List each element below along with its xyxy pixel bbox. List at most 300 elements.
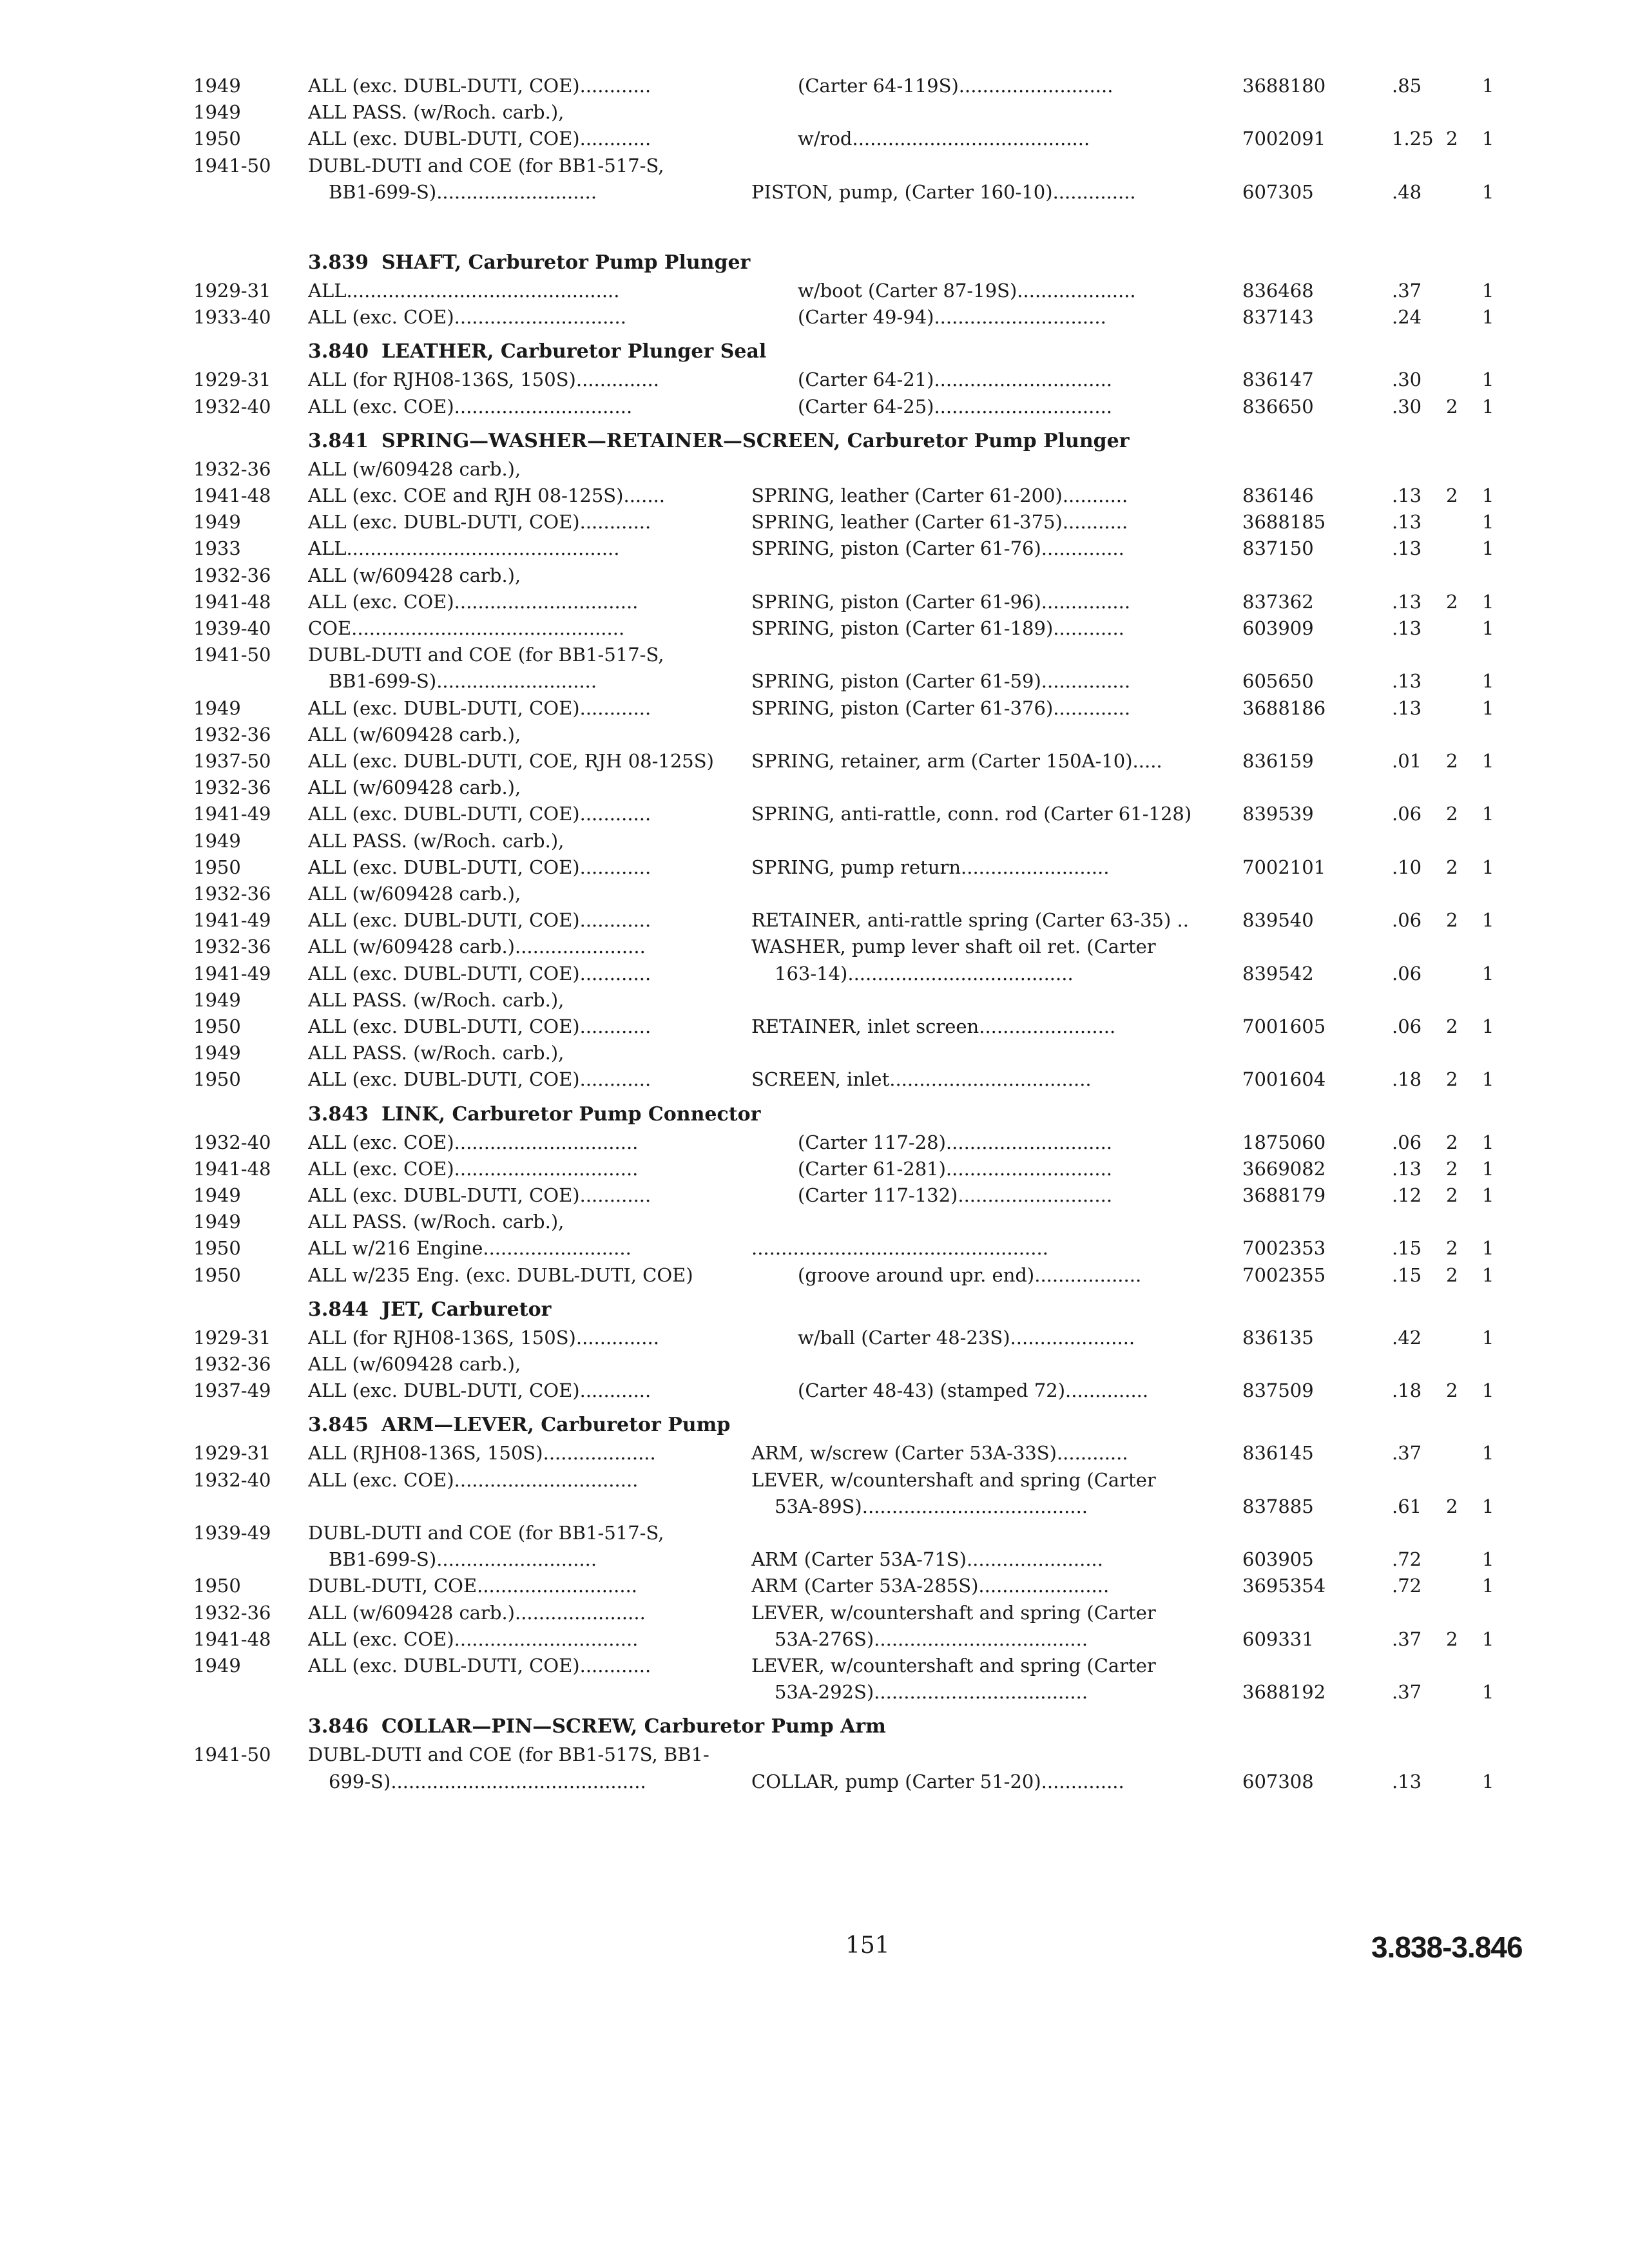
section-number: 3.843 [308,1102,369,1126]
price-cell: .24 [1392,306,1422,329]
list-item [0,482,1629,509]
unit-cell: 1 [1482,1015,1494,1037]
part-number-cell: 7001605 [1242,1015,1326,1037]
list-item [0,456,1629,483]
year-cell: 1939-49 [193,1522,271,1544]
unit-cell: 1 [1482,1237,1494,1260]
section-title: ARM—LEVER, Carburetor Pump [381,1414,731,1437]
unit-cell: 1 [1482,856,1494,878]
list-item [0,588,1629,615]
part-number-cell: 836135 [1242,1326,1314,1349]
section-title: LEATHER, Carburetor Plunger Seal [381,340,767,363]
list-item [0,1466,1629,1494]
price-cell: .01 [1392,750,1422,772]
list-item [0,880,1629,907]
year-cell: 1949 [193,75,241,97]
description-cell: RETAINER, anti-rattle spring (Carter 63-35) .. [751,909,1189,932]
year-cell: 1932-36 [193,1601,271,1624]
price-cell: .61 [1392,1495,1422,1517]
unit-cell: 1 [1482,750,1494,772]
description-cell: SPRING, leather (Carter 61-200)........... [751,485,1128,506]
description-cell: LEVER, w/countershaft and spring (Carter [751,1655,1156,1677]
price-cell: .18 [1392,1379,1422,1402]
unit-cell: 1 [1482,280,1494,302]
list-item [0,907,1629,934]
model-cell: ALL (exc. COE)............................... [308,1131,639,1153]
description-cell: PISTON, pump, (Carter 160-10).............. [751,180,1136,203]
list-item [0,668,1629,695]
model-cell: ALL (w/609428 carb.), [308,1353,521,1375]
description-cell: w/boot (Carter 87-19S).................... [798,280,1136,302]
description-cell: (Carter 117-132).......................... [798,1184,1113,1206]
list-item [0,1741,1629,1768]
description-cell: LEVER, w/countershaft and spring (Carter [751,1601,1156,1624]
year-cell: 1932-40 [193,395,271,418]
quantity-cell: 2 [1446,1628,1458,1650]
description-cell: 53A-276S).................................... [775,1628,1088,1650]
list-item [0,1155,1629,1182]
list-item [0,178,1629,206]
description-cell: (Carter 49-94)............................. [798,306,1106,329]
list-item [0,1546,1629,1573]
quantity-cell: 2 [1446,856,1458,878]
price-cell: .37 [1392,1681,1422,1704]
part-number-cell: 1875060 [1242,1131,1326,1153]
part-number-cell: 607305 [1242,180,1314,203]
year-cell: 1941-48 [193,590,271,613]
part-number-cell: 836650 [1242,395,1314,418]
quantity-cell: 2 [1446,1495,1458,1517]
part-number-cell: 839542 [1242,962,1314,985]
unit-cell: 1 [1482,537,1494,560]
model-cell: ALL.............................................. [308,280,620,302]
model-cell: ALL (exc. DUBL-DUTI, COE)............ [308,803,651,825]
year-cell: 1949 [193,1655,241,1677]
price-cell: .18 [1392,1068,1422,1091]
list-item [0,366,1629,393]
year-cell: 1941-50 [193,154,271,177]
price-cell: .06 [1392,803,1422,825]
year-cell: 1932-40 [193,1131,271,1153]
year-cell: 1929-31 [193,1326,271,1349]
model-cell: ALL (exc. DUBL-DUTI, COE)............ [308,697,651,719]
quantity-cell: 2 [1446,909,1458,932]
price-cell: .13 [1392,537,1422,560]
quantity-cell: 2 [1446,590,1458,613]
year-cell: 1949 [193,829,241,852]
part-number-cell: 3688192 [1242,1681,1326,1704]
section-number: 3.845 [308,1414,369,1437]
part-number-cell: 3688180 [1242,75,1326,97]
year-cell: 1929-31 [193,369,271,391]
quantity-cell: 2 [1446,1184,1458,1206]
price-cell: .13 [1392,590,1422,613]
list-item [0,1208,1629,1235]
price-cell: .15 [1392,1264,1422,1286]
part-number-cell: 837362 [1242,590,1314,613]
quantity-cell: 2 [1446,750,1458,772]
year-cell: 1932-36 [193,1353,271,1375]
price-cell: .13 [1392,1157,1422,1180]
year-cell: 1950 [193,1015,241,1037]
list-item [0,1439,1629,1466]
section-heading [308,1296,551,1324]
quantity-cell: 2 [1446,128,1458,150]
description-cell: 163-14)...................................... [775,962,1074,985]
description-cell: SPRING, piston (Carter 61-376)............. [751,697,1131,719]
unit-cell: 1 [1482,590,1494,613]
year-cell: 1929-31 [193,280,271,302]
list-item [0,933,1629,960]
year-cell: 1932-36 [193,883,271,905]
year-cell: 1941-49 [193,962,271,985]
section-number: 3.839 [308,251,369,274]
unit-cell: 1 [1482,1575,1494,1597]
list-item [0,152,1629,179]
model-cell: ALL (w/609428 carb.), [308,883,521,905]
model-cell: BB1-699-S)........................... [329,670,597,693]
model-cell: ALL (exc. DUBL-DUTI, COE)............ [308,128,651,150]
section-number: 3.846 [308,1715,369,1738]
model-cell: DUBL-DUTI and COE (for BB1-517-S, [308,154,664,177]
year-cell: 1939-40 [193,617,271,639]
part-number-cell: 839539 [1242,803,1314,825]
description-cell: SPRING, piston (Carter 61-96)............... [751,590,1131,613]
model-cell: ALL (exc. DUBL-DUTI, COE)............ [308,909,651,932]
year-cell: 1941-48 [193,1628,271,1650]
section-heading [308,1411,730,1439]
part-number-cell: 836468 [1242,280,1314,302]
year-cell: 1941-48 [193,1157,271,1180]
unit-cell: 1 [1482,395,1494,418]
price-cell: .85 [1392,75,1422,97]
part-number-cell: 605650 [1242,670,1314,693]
model-cell: ALL (w/609428 carb.)...................... [308,936,646,958]
part-number-cell: 603909 [1242,617,1314,639]
part-number-cell: 836159 [1242,750,1314,772]
part-number-cell: 839540 [1242,909,1314,932]
model-cell: ALL (exc. COE)............................... [308,1468,639,1491]
year-cell: 1949 [193,988,241,1011]
year-cell: 1949 [193,1042,241,1064]
section-number: 3.841 [308,429,369,452]
list-item [0,535,1629,562]
list-item [0,1652,1629,1679]
model-cell: ALL (exc. DUBL-DUTI, COE)............ [308,962,651,985]
model-cell: ALL (exc. COE)............................... [308,1157,639,1180]
model-cell: ALL (exc. COE and RJH 08-125S)....... [308,485,666,506]
list-item [0,1066,1629,1093]
year-cell: 1950 [193,1068,241,1091]
year-cell: 1949 [193,697,241,719]
list-item [0,1039,1629,1066]
price-cell: .13 [1392,670,1422,693]
model-cell: BB1-699-S)........................... [329,1548,597,1571]
model-cell: ALL (exc. DUBL-DUTI, COE)............ [308,511,651,533]
price-cell: .15 [1392,1237,1422,1260]
unit-cell: 1 [1482,1628,1494,1650]
unit-cell: 1 [1482,1548,1494,1571]
price-cell: .12 [1392,1184,1422,1206]
model-cell: ALL.............................................. [308,537,620,560]
unit-cell: 1 [1482,511,1494,533]
unit-cell: 1 [1482,670,1494,693]
section-number: 3.840 [308,340,369,363]
unit-cell: 1 [1482,1770,1494,1792]
price-cell: .13 [1392,485,1422,506]
model-cell: ALL PASS. (w/Roch. carb.), [308,829,564,852]
part-number-cell: 836146 [1242,485,1314,506]
price-cell: .37 [1392,1628,1422,1650]
model-cell: BB1-699-S)........................... [329,180,597,203]
year-cell: 1937-49 [193,1379,271,1402]
year-cell: 1941-50 [193,1744,271,1766]
quantity-cell: 2 [1446,1379,1458,1402]
description-cell: .................................................. [751,1237,1048,1260]
year-cell: 1929-31 [193,1442,271,1465]
model-cell: ALL (for RJH08-136S, 150S).............. [308,1326,659,1349]
description-cell: SPRING, retainer, arm (Carter 150A-10)..... [751,750,1162,772]
price-cell: .13 [1392,511,1422,533]
list-item [0,1235,1629,1262]
list-item [0,99,1629,126]
description-cell: ARM (Carter 53A-71S)....................... [751,1548,1103,1571]
unit-cell: 1 [1482,306,1494,329]
description-cell: (Carter 64-119S).......................... [798,75,1113,97]
list-item [0,1377,1629,1404]
model-cell: ALL (exc. DUBL-DUTI, COE)............ [308,1379,651,1402]
list-item [0,774,1629,801]
model-cell: ALL PASS. (w/Roch. carb.), [308,101,564,124]
description-cell: (Carter 117-28)............................ [798,1131,1113,1153]
year-cell: 1949 [193,101,241,124]
part-number-cell: 837509 [1242,1379,1314,1402]
list-item [0,72,1629,99]
description-cell: (Carter 64-21).............................. [798,369,1113,391]
section-heading [308,1100,760,1129]
list-item [0,1129,1629,1156]
model-cell: ALL (w/609428 carb.), [308,723,521,745]
model-cell: DUBL-DUTI, COE........................... [308,1575,638,1597]
part-number-cell: 836145 [1242,1442,1314,1465]
unit-cell: 1 [1482,1379,1494,1402]
year-cell: 1949 [193,1211,241,1233]
unit-cell: 1 [1482,369,1494,391]
model-cell: 699-S)........................................... [329,1770,646,1792]
section-title: SPRING—WASHER—RETAINER—SCREEN, Carburetor Pump Plunger [381,429,1130,452]
model-cell: ALL (w/609428 carb.)...................... [308,1601,646,1624]
section-title: LINK, Carburetor Pump Connector [381,1102,761,1126]
part-number-cell: 3688186 [1242,697,1326,719]
list-item [0,277,1629,304]
model-cell: ALL PASS. (w/Roch. carb.), [308,988,564,1011]
model-cell: ALL (exc. COE)............................. [308,306,626,329]
quantity-cell: 2 [1446,1237,1458,1260]
list-item [0,125,1629,152]
unit-cell: 1 [1482,1068,1494,1091]
list-item [0,695,1629,722]
model-cell: ALL (exc. DUBL-DUTI, COE)............ [308,1655,651,1677]
price-cell: .37 [1392,280,1422,302]
model-cell: ALL (w/609428 carb.), [308,457,521,480]
price-cell: .06 [1392,909,1422,932]
list-item [0,800,1629,827]
section-title: SHAFT, Carburetor Pump Plunger [381,251,751,274]
model-cell: ALL (exc. DUBL-DUTI, COE)............ [308,1184,651,1206]
description-cell: (Carter 64-25).............................. [798,395,1113,418]
unit-cell: 1 [1482,485,1494,506]
price-cell: .30 [1392,369,1422,391]
unit-cell: 1 [1482,1157,1494,1180]
list-item [0,1262,1629,1289]
year-cell: 1941-49 [193,803,271,825]
section-heading [308,1713,886,1741]
quantity-cell: 2 [1446,803,1458,825]
description-cell: SPRING, piston (Carter 61-76).............. [751,537,1124,560]
part-number-cell: 7001604 [1242,1068,1326,1091]
year-cell: 1932-36 [193,776,271,799]
list-item [0,721,1629,748]
year-cell: 1950 [193,1575,241,1597]
section-heading [308,249,750,277]
description-cell: SPRING, anti-rattle, conn. rod (Carter 61-128) [751,803,1192,825]
model-cell: ALL (exc. DUBL-DUTI, COE)............ [308,75,651,97]
list-item [0,1678,1629,1706]
year-cell: 1932-36 [193,723,271,745]
model-cell: ALL (RJH08-136S, 150S)................... [308,1442,656,1465]
price-cell: .48 [1392,180,1422,203]
model-cell: ALL (exc. COE).............................. [308,395,633,418]
description-cell: COLLAR, pump (Carter 51-20).............. [751,1770,1124,1792]
quantity-cell: 2 [1446,1157,1458,1180]
section-heading [308,427,1130,456]
unit-cell: 1 [1482,1442,1494,1465]
description-cell: (Carter 48-43) (stamped 72).............. [798,1379,1149,1402]
model-cell: ALL (exc. DUBL-DUTI, COE)............ [308,1015,651,1037]
quantity-cell: 2 [1446,1264,1458,1286]
unit-cell: 1 [1482,75,1494,97]
description-cell: WASHER, pump lever shaft oil ret. (Carter [751,936,1156,958]
quantity-cell: 2 [1446,395,1458,418]
quantity-cell: 2 [1446,485,1458,506]
unit-cell: 1 [1482,180,1494,203]
unit-cell: 1 [1482,128,1494,150]
description-cell: LEVER, w/countershaft and spring (Carter [751,1468,1156,1491]
price-cell: .10 [1392,856,1422,878]
page-number: 151 [845,1932,890,1959]
list-item [0,827,1629,854]
model-cell: DUBL-DUTI and COE (for BB1-517-S, [308,644,664,666]
model-cell: ALL (for RJH08-136S, 150S).............. [308,369,659,391]
part-number-cell: 603905 [1242,1548,1314,1571]
price-cell: .37 [1392,1442,1422,1465]
year-cell: 1932-36 [193,936,271,958]
description-cell: 53A-89S)...................................... [775,1495,1088,1517]
list-item [0,1493,1629,1520]
list-item [0,1768,1629,1795]
price-cell: .06 [1392,962,1422,985]
year-cell: 1933-40 [193,306,271,329]
price-cell: .06 [1392,1131,1422,1153]
section-title: JET, Carburetor [381,1298,552,1321]
list-item [0,747,1629,774]
description-cell: 53A-292S).................................... [775,1681,1088,1704]
unit-cell: 1 [1482,1184,1494,1206]
description-cell: w/ball (Carter 48-23S)..................... [798,1326,1135,1349]
model-cell: ALL (exc. COE)............................... [308,1628,639,1650]
model-cell: DUBL-DUTI and COE (for BB1-517S, BB1- [308,1744,709,1766]
list-item [0,1626,1629,1653]
price-cell: .72 [1392,1548,1422,1571]
model-cell: ALL (exc. DUBL-DUTI, COE)............ [308,1068,651,1091]
list-item [0,854,1629,881]
part-number-cell: 836147 [1242,369,1314,391]
year-cell: 1941-50 [193,644,271,666]
unit-cell: 1 [1482,803,1494,825]
model-cell: ALL (exc. DUBL-DUTI, COE)............ [308,856,651,878]
quantity-cell: 2 [1446,1131,1458,1153]
price-cell: 1.25 [1392,128,1434,150]
section-title: COLLAR—PIN—SCREW, Carburetor Pump Arm [381,1715,886,1738]
list-item [0,1324,1629,1351]
description-cell: SPRING, leather (Carter 61-375)........... [751,511,1128,533]
model-cell: ALL w/235 Eng. (exc. DUBL-DUTI, COE) [308,1264,693,1286]
year-cell: 1950 [193,128,241,150]
part-number-cell: 609331 [1242,1628,1314,1650]
list-item [0,1599,1629,1626]
list-item [0,615,1629,642]
model-cell: ALL (exc. DUBL-DUTI, COE, RJH 08-125S) [308,750,714,772]
description-cell: (groove around upr. end).................. [798,1264,1142,1286]
year-cell: 1932-36 [193,457,271,480]
price-cell: .13 [1392,617,1422,639]
list-item [0,393,1629,420]
list-item [0,986,1629,1014]
year-cell: 1937-50 [193,750,271,772]
year-cell: 1950 [193,1264,241,1286]
description-cell: SPRING, piston (Carter 61-189)............ [751,617,1124,639]
part-number-cell: 3669082 [1242,1157,1326,1180]
price-cell: .06 [1392,1015,1422,1037]
list-item [0,1350,1629,1378]
model-cell: COE.............................................. [308,617,625,639]
list-item [0,508,1629,535]
part-number-cell: 7002091 [1242,128,1326,150]
list-item [0,1519,1629,1546]
model-cell: ALL (w/609428 carb.), [308,776,521,799]
unit-cell: 1 [1482,962,1494,985]
part-number-cell: 837150 [1242,537,1314,560]
price-cell: .72 [1392,1575,1422,1597]
part-number-cell: 837143 [1242,306,1314,329]
unit-cell: 1 [1482,909,1494,932]
year-cell: 1949 [193,1184,241,1206]
unit-cell: 1 [1482,1495,1494,1517]
description-cell: SPRING, pump return......................... [751,856,1110,878]
model-cell: DUBL-DUTI and COE (for BB1-517-S, [308,1522,664,1544]
year-cell: 1941-48 [193,485,271,506]
price-cell: .42 [1392,1326,1422,1349]
unit-cell: 1 [1482,697,1494,719]
description-cell: ARM, w/screw (Carter 53A-33S)............ [751,1442,1128,1465]
year-cell: 1932-36 [193,564,271,586]
part-number-cell: 837885 [1242,1495,1314,1517]
part-number-cell: 7002355 [1242,1264,1326,1286]
unit-cell: 1 [1482,1326,1494,1349]
description-cell: RETAINER, inlet screen....................... [751,1015,1116,1037]
model-cell: ALL (w/609428 carb.), [308,564,521,586]
part-number-cell: 3695354 [1242,1575,1326,1597]
